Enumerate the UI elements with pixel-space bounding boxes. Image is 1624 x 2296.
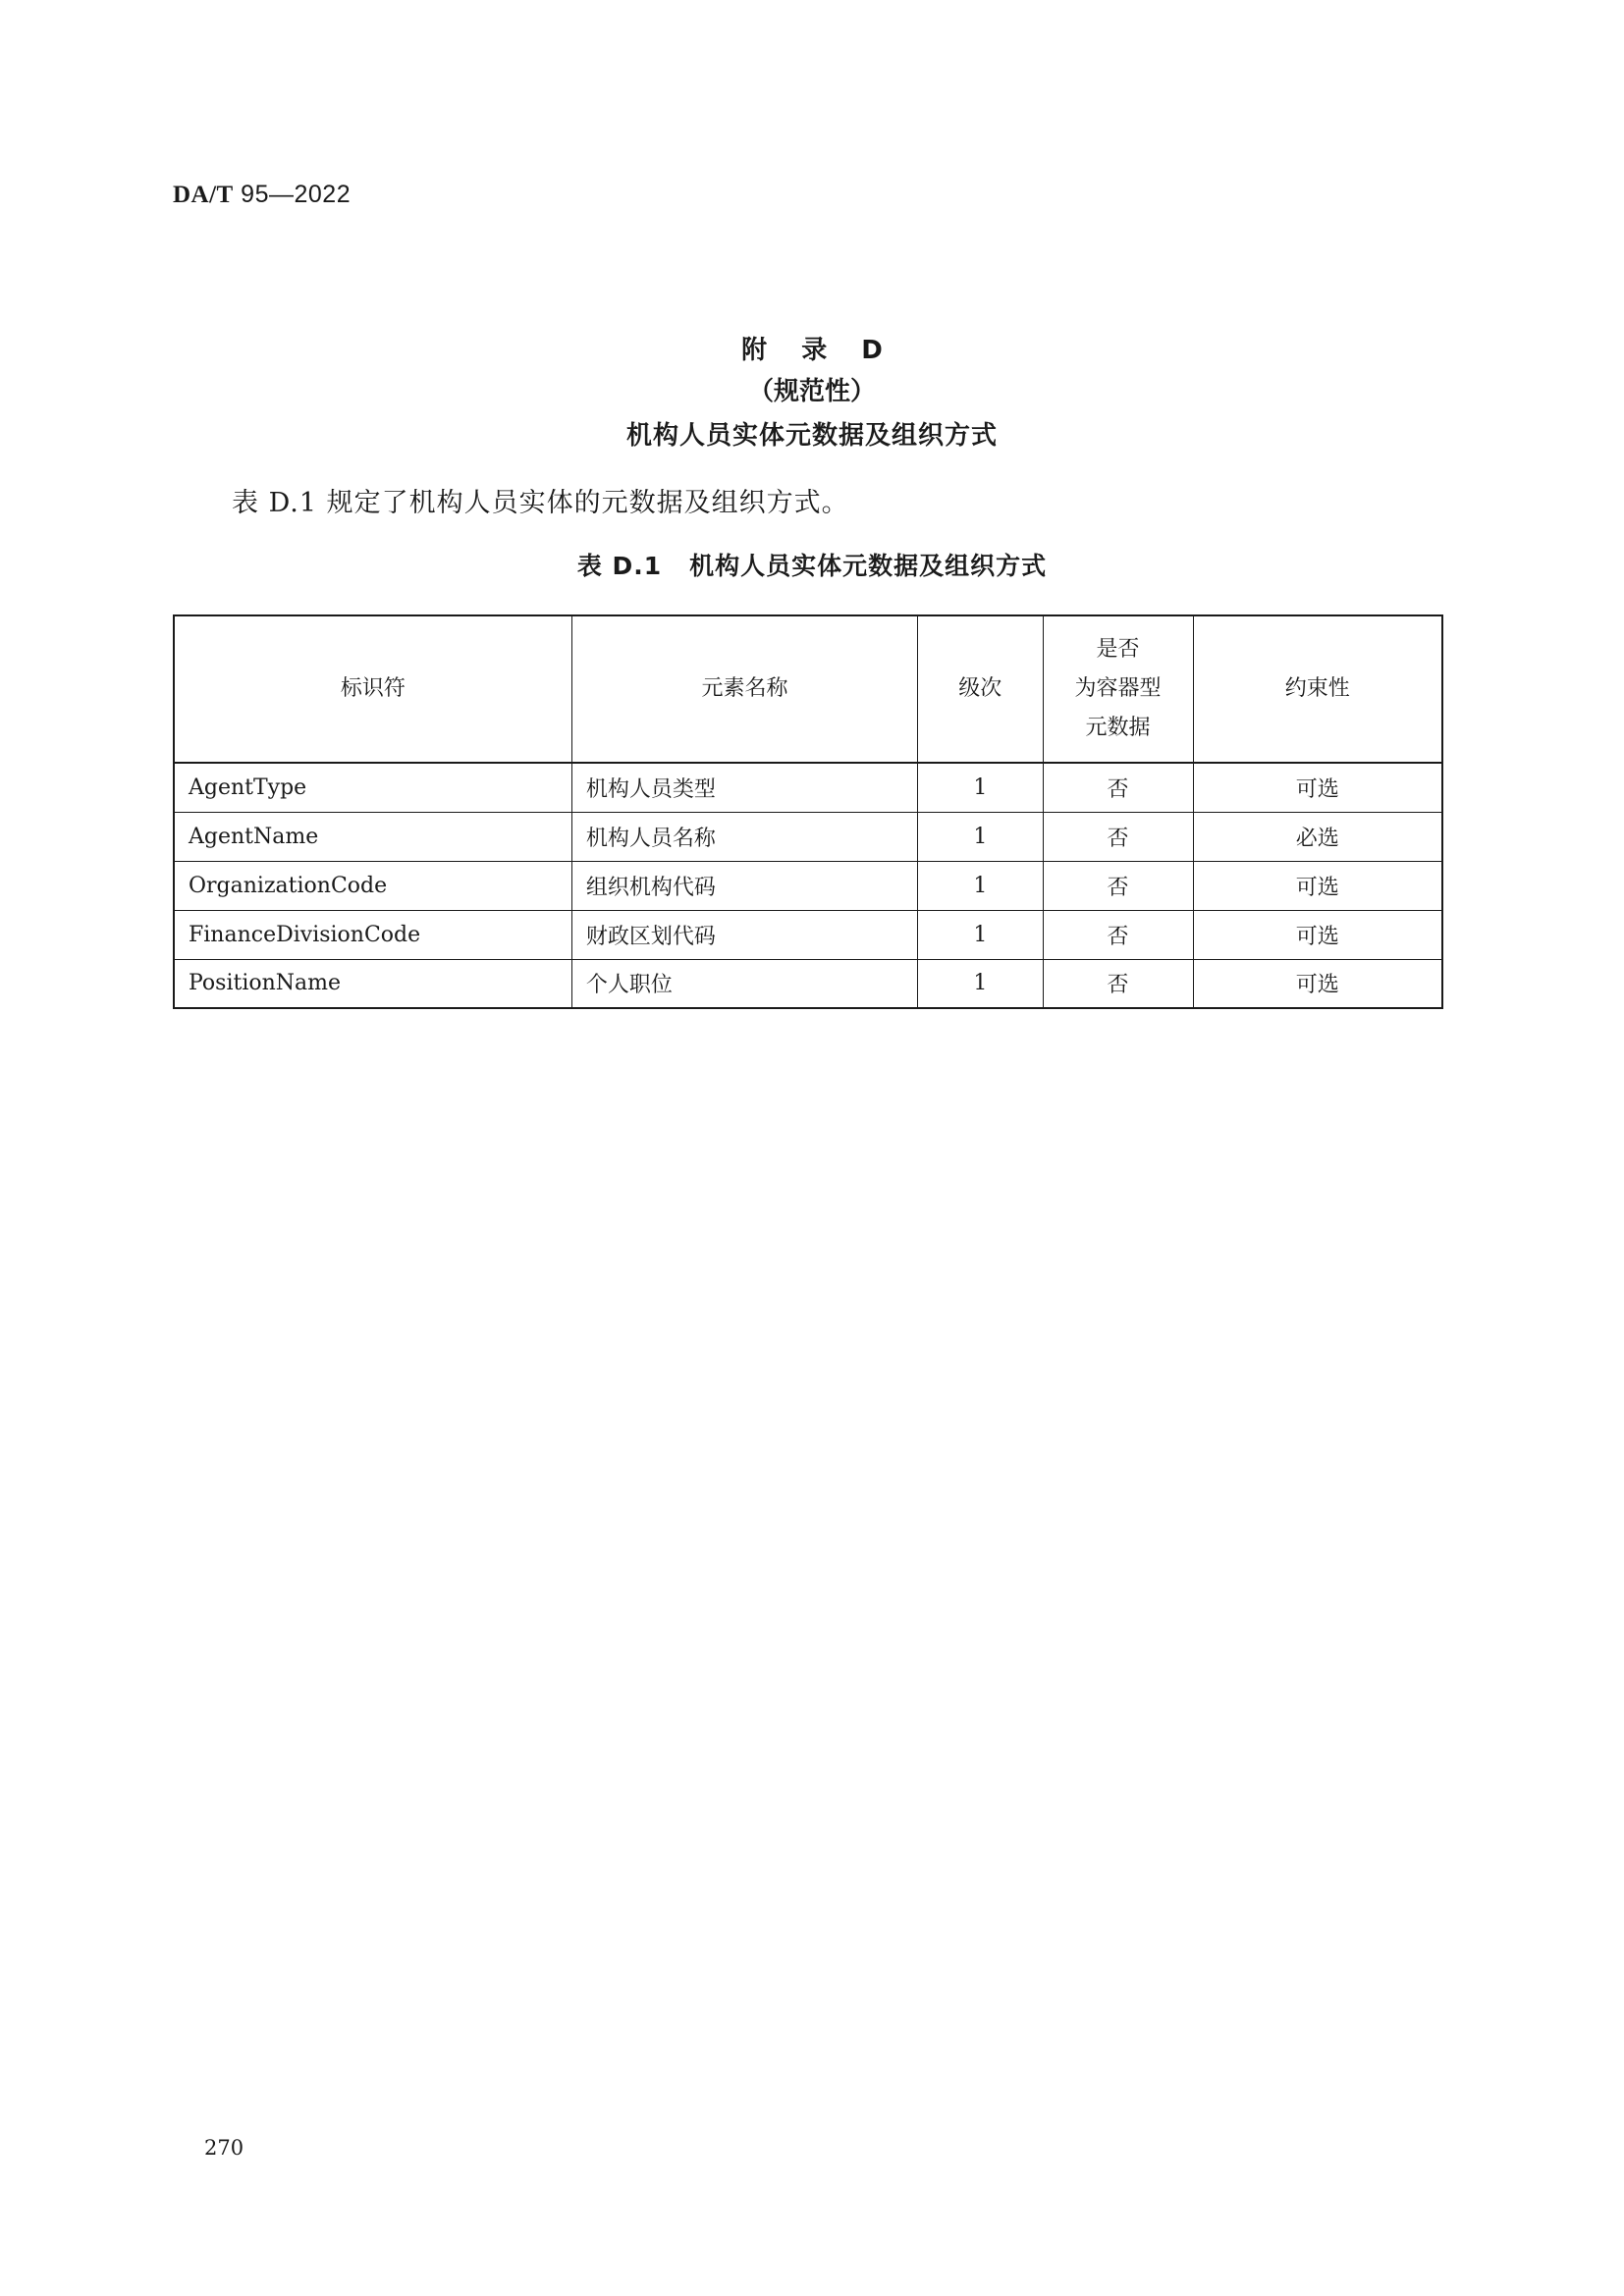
header-container-line1: 是否	[1096, 637, 1140, 662]
cell-constraint: 可选	[1193, 861, 1442, 910]
header-constraint: 约束性	[1193, 615, 1442, 763]
table-row	[174, 763, 1442, 812]
header-container	[1043, 615, 1193, 763]
cell-container: 否	[1043, 763, 1193, 812]
table-row	[174, 861, 1442, 910]
cell-constraint: 可选	[1193, 763, 1442, 812]
cell-identifier: FinanceDivisionCode	[174, 910, 571, 959]
table-row	[174, 812, 1442, 861]
header-container-line2: 为容器型	[1074, 676, 1162, 701]
cell-level: 1	[918, 763, 1043, 812]
cell-identifier: PositionName	[174, 959, 571, 1008]
cell-level: 1	[918, 861, 1043, 910]
header-level: 级次	[918, 615, 1043, 763]
standard-code-prefix: DA/T	[173, 182, 234, 208]
header-identifier: 标识符	[174, 615, 571, 763]
cell-element-name: 机构人员名称	[571, 812, 917, 861]
cell-identifier: AgentType	[174, 763, 571, 812]
cell-level: 1	[918, 959, 1043, 1008]
table-caption	[0, 547, 1624, 582]
table-row	[174, 910, 1442, 959]
cell-element-name: 个人职位	[571, 959, 917, 1008]
table-header-row	[174, 615, 1442, 763]
cell-constraint: 必选	[1193, 812, 1442, 861]
standard-code	[173, 181, 351, 209]
header-container-line3: 元数据	[1085, 716, 1151, 740]
metadata-table	[173, 614, 1443, 1009]
cell-level: 1	[918, 910, 1043, 959]
cell-container: 否	[1043, 910, 1193, 959]
appendix-subtitle: （规范性）	[747, 377, 876, 406]
cell-element-name: 组织机构代码	[571, 861, 917, 910]
cell-element-name: 财政区划代码	[571, 910, 917, 959]
appendix-title: 附 录 D	[741, 336, 883, 365]
standard-code-number: 95—2022	[233, 181, 352, 208]
cell-identifier: AgentName	[174, 812, 571, 861]
appendix-heading: 机构人员实体元数据及组织方式	[625, 421, 998, 451]
cell-container: 否	[1043, 959, 1193, 1008]
cell-level: 1	[918, 812, 1043, 861]
cell-container: 否	[1043, 861, 1193, 910]
table-row	[174, 959, 1442, 1008]
cell-container: 否	[1043, 812, 1193, 861]
table-caption-title: 机构人员实体元数据及组织方式	[689, 552, 1048, 580]
intro-paragraph: 表 D.1 规定了机构人员实体的元数据及组织方式。	[232, 488, 849, 518]
table-caption-label: 表 D.1	[576, 552, 663, 580]
cell-constraint: 可选	[1193, 910, 1442, 959]
cell-element-name: 机构人员类型	[571, 763, 917, 812]
cell-identifier: OrganizationCode	[174, 861, 571, 910]
page-number: 270	[204, 2136, 244, 2160]
cell-constraint: 可选	[1193, 959, 1442, 1008]
header-element-name: 元素名称	[571, 615, 917, 763]
